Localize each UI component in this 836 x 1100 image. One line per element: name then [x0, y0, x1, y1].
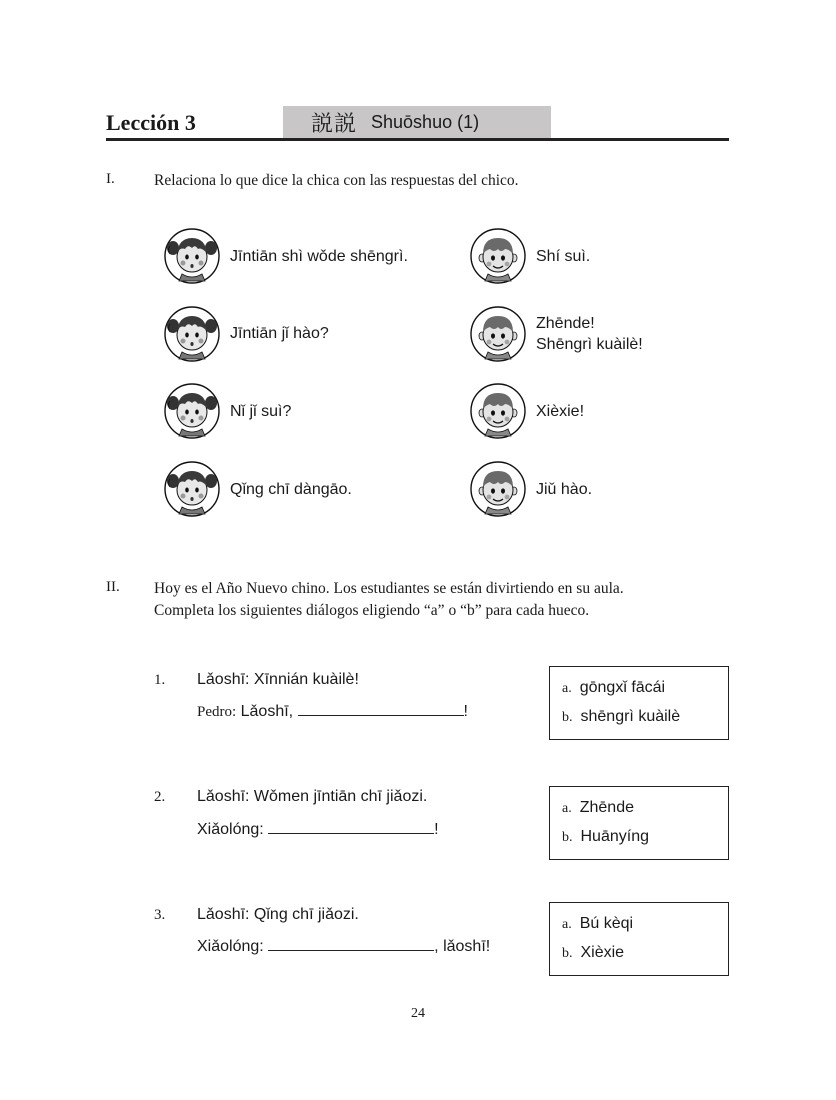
- header-hanzi: 説説: [311, 111, 358, 137]
- option-text: Huānyíng: [580, 828, 649, 845]
- dialog-3-line2-suffix: , lǎoshī!: [434, 938, 491, 955]
- section-2-instruction-line1: Hoy es el Año Nuevo chino. Los estudiantes se están divirtiendo en su aula.: [154, 580, 624, 597]
- header-rule: [106, 138, 729, 141]
- header-pinyin: Shuōshuo (1): [371, 111, 480, 132]
- section-2-number: II.: [106, 579, 120, 595]
- girl-statement-3: Nǐ jǐ suì?: [230, 403, 292, 420]
- option-letter: b.: [562, 710, 573, 725]
- boy-response-3: [536, 401, 584, 422]
- section-2-instruction-line2: Completa los siguientes diálogos eligiendo “a” o “b” para cada hueco.: [154, 602, 590, 619]
- boy-face-icon: [470, 383, 526, 439]
- option-letter: a.: [562, 801, 572, 816]
- girl-face-icon: [164, 306, 220, 362]
- header-band: [283, 106, 551, 138]
- boy-response-2-line2: Shēngrì kuàilè!: [536, 336, 643, 353]
- option-text: gōngxǐ fācái: [579, 679, 666, 696]
- dialog-3-option-b[interactable]: [562, 944, 624, 962]
- dialog-3-option-a[interactable]: [562, 915, 633, 933]
- girl-statement-1: Jīntiān shì wǒde shēngrì.: [230, 248, 408, 265]
- dialog-2-line1: Lǎoshī: Wǒmen jīntiān chī jiǎozi.: [197, 788, 428, 805]
- dialog-1-line2-prefix: Lǎoshī,: [236, 703, 298, 720]
- dialog-2-options-box: [549, 786, 729, 860]
- dialog-1-blank[interactable]: [298, 699, 464, 716]
- boy-response-4: [536, 479, 592, 500]
- boy-face-icon: [470, 306, 526, 362]
- option-text: Xièxie: [580, 944, 625, 961]
- dialog-1-line1: Lǎoshī: Xīnnián kuàilè!: [197, 671, 359, 688]
- section-1-instruction: Relaciona lo que dice la chica con las respuestas del chico.: [154, 172, 519, 189]
- option-letter: b.: [562, 946, 573, 961]
- dialog-3-line1: Lǎoshī: Qǐng chī jiǎozi.: [197, 906, 359, 923]
- option-letter: a.: [562, 917, 572, 932]
- boy-response-2: [536, 313, 643, 355]
- dialog-3-number: 3.: [154, 907, 166, 923]
- section-1-number: I.: [106, 171, 115, 187]
- dialog-3-options-box: [549, 902, 729, 976]
- option-text: Zhēnde: [579, 799, 634, 816]
- dialog-1-speaker: Pedro:: [197, 704, 237, 720]
- boy-face-icon: [470, 228, 526, 284]
- dialog-3-speaker: Xiǎolóng:: [197, 938, 264, 955]
- page-number: 24: [411, 1006, 425, 1021]
- boy-response-1-line1: Shí suì.: [536, 248, 591, 265]
- boy-response-3-line1: Xièxie!: [536, 403, 585, 420]
- dialog-1-number: 1.: [154, 672, 166, 688]
- girl-statement-4: Qǐng chī dàngāo.: [230, 481, 352, 498]
- option-text: shēngrì kuàilè: [580, 708, 681, 725]
- girl-face-icon: [164, 383, 220, 439]
- dialog-1-line2-suffix: !: [463, 703, 468, 720]
- option-text: Bú kèqi: [579, 915, 634, 932]
- boy-response-2-line1: Zhēnde!: [536, 315, 595, 332]
- dialog-1-options-box: [549, 666, 729, 740]
- option-letter: b.: [562, 830, 573, 845]
- dialog-2-option-b[interactable]: [562, 828, 649, 846]
- dialog-3-blank[interactable]: [268, 934, 434, 951]
- dialog-2-option-a[interactable]: [562, 799, 634, 817]
- girl-statement-2: Jīntiān jǐ hào?: [230, 325, 329, 342]
- boy-response-4-line1: Jiǔ hào.: [536, 481, 593, 498]
- girl-face-icon: [164, 228, 220, 284]
- lesson-title: Lección 3: [106, 110, 196, 135]
- option-letter: a.: [562, 681, 572, 696]
- dialog-2-number: 2.: [154, 789, 166, 805]
- girl-face-icon: [164, 461, 220, 517]
- dialog-2-blank[interactable]: [268, 817, 434, 834]
- dialog-2-speaker: Xiǎolóng:: [197, 821, 264, 838]
- boy-response-1: [536, 246, 590, 267]
- dialog-2-line2-suffix: !: [434, 821, 439, 838]
- boy-face-icon: [470, 461, 526, 517]
- section-2-instruction: [154, 578, 624, 622]
- dialog-1-line2: [197, 699, 468, 722]
- dialog-3-line2: [197, 934, 490, 957]
- dialog-1-option-a[interactable]: [562, 679, 665, 697]
- dialog-1-option-b[interactable]: [562, 708, 680, 726]
- dialog-2-line2: [197, 817, 439, 840]
